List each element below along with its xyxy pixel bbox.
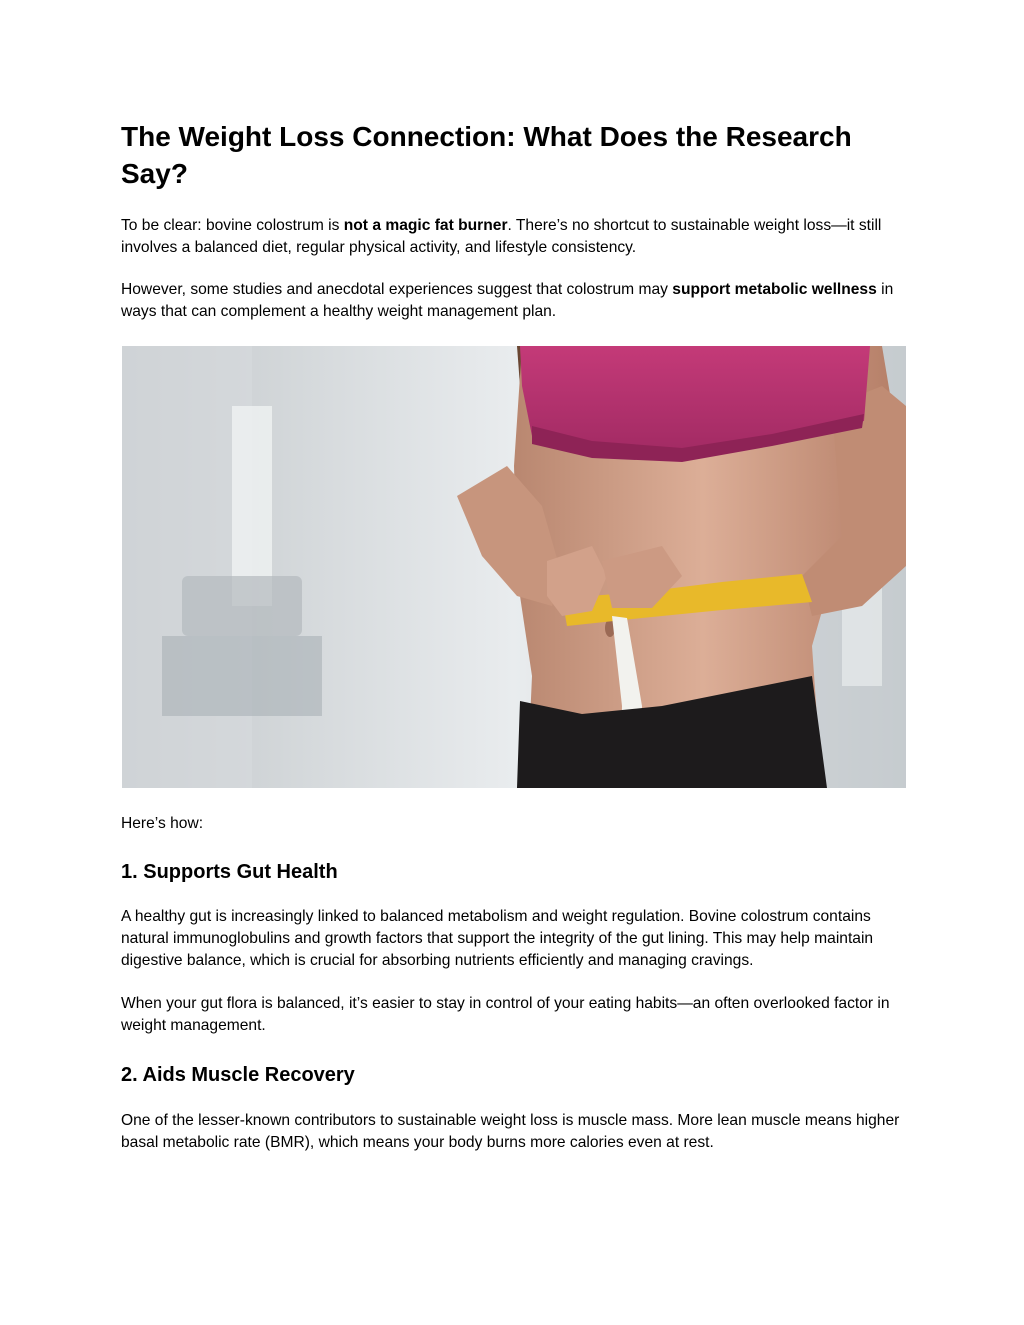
section-2-paragraph-1: One of the lesser-known contributors to sustainable weight loss is muscle mass. More lean muscle means higher basal metabolic rate (BMR), which means your body burns more calories even at rest. (121, 1112, 900, 1151)
waist-measuring-illustration (122, 346, 906, 788)
intro1-text-before: To be clear: bovine colostrum is (121, 217, 344, 234)
section-1-paragraph-2: When your gut flora is balanced, it’s easier to stay in control of your eating habits—an often overlooked factor in weight management. (121, 995, 890, 1034)
section-1-heading: 1. Supports Gut Health (121, 861, 338, 883)
waist-measuring-photo (122, 346, 906, 788)
intro1-text-after: . There’s no shortcut to sustainable weight loss—it still involves a balanced diet, regular physical activity, and lifestyle consistency. (121, 217, 882, 256)
intro2-text-before: However, some studies and anecdotal experiences suggest that colostrum may (121, 281, 673, 298)
section-2-heading: 2. Aids Muscle Recovery (121, 1064, 355, 1086)
lead-in-text: Here’s how: (121, 815, 204, 832)
article-title: The Weight Loss Connection: What Does the Research Say? (121, 121, 852, 189)
intro2-bold-text: support metabolic wellness (672, 281, 877, 298)
section-1-paragraph-1: A healthy gut is increasingly linked to balanced metabolism and weight regulation. Bovine colostrum contains natural immunoglobulins and growth factors that support the integrity of the gut lining. This may help maintain digestive balance, which is crucial for absorbing nutrients efficiently and managing cravings. (121, 908, 874, 969)
intro-paragraph-2 (121, 279, 911, 323)
intro-paragraph-1 (121, 215, 911, 259)
intro1-bold-text: not a magic fat burner (343, 217, 508, 234)
intro2-text-after: in ways that can complement a healthy weight management plan. (121, 281, 894, 320)
